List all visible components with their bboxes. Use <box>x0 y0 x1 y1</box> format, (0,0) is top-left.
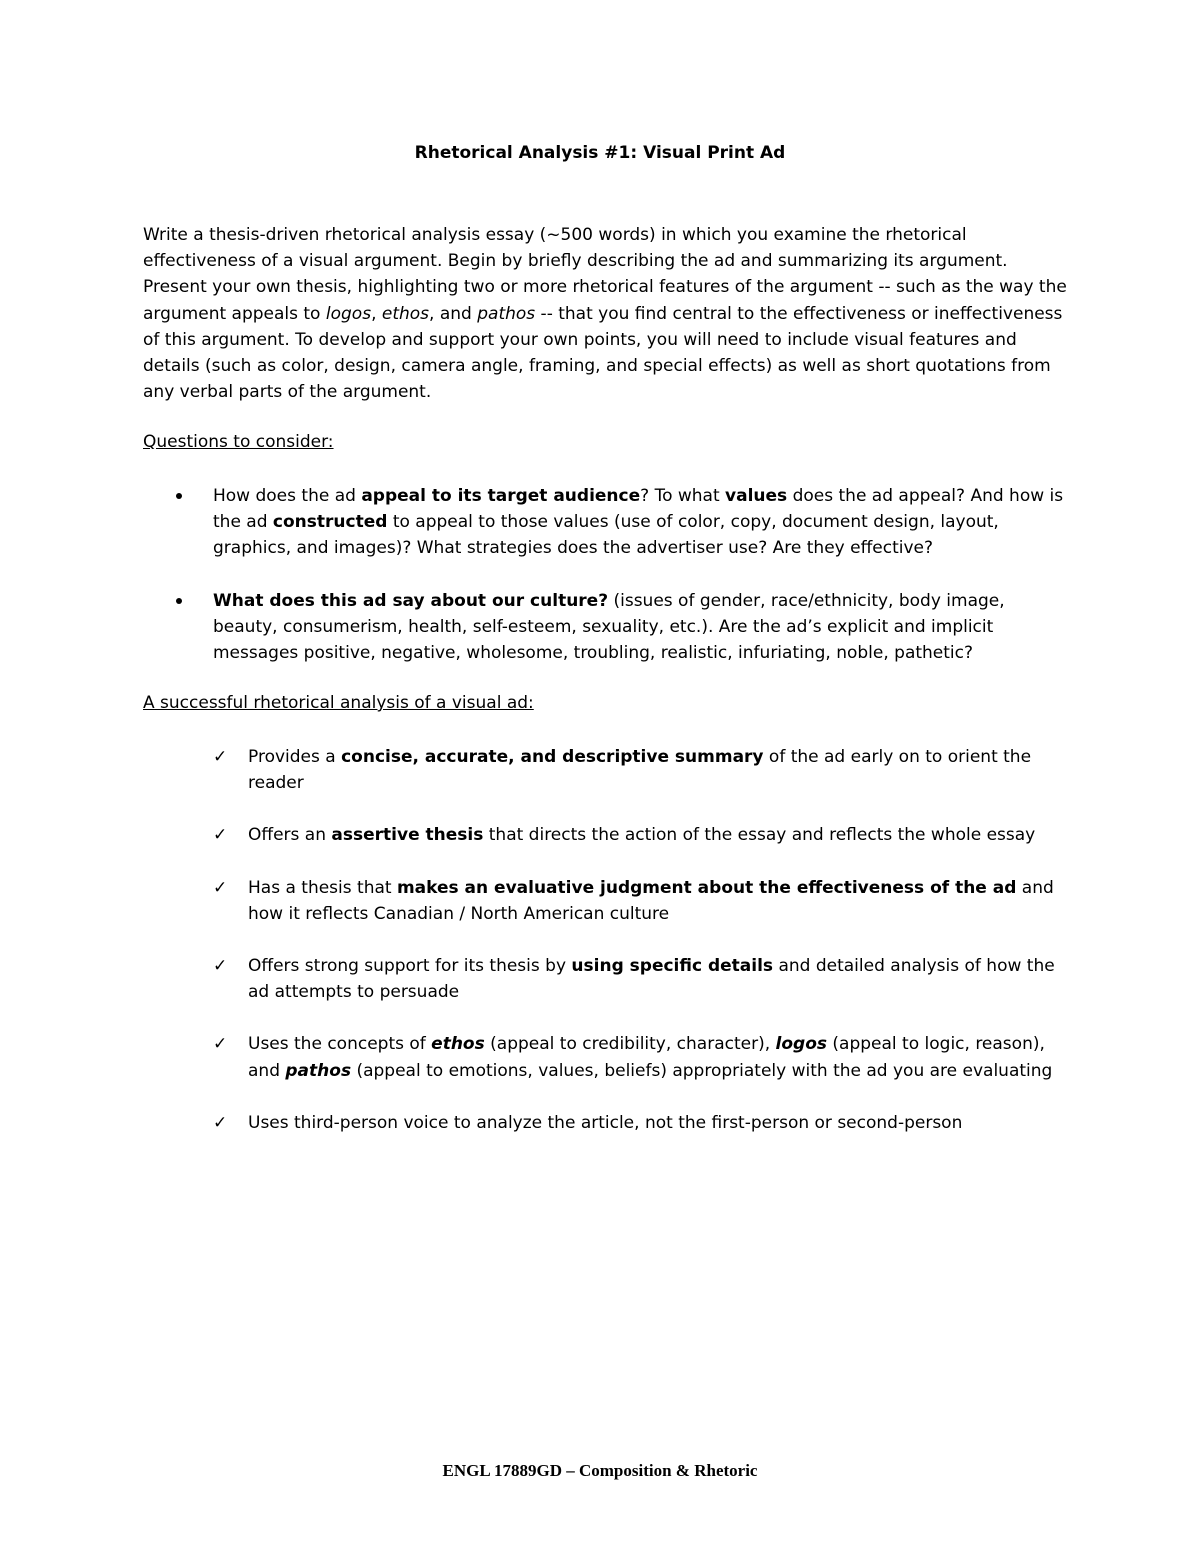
success-heading: A successful rhetorical analysis of a visual ad: <box>143 693 534 713</box>
list-item <box>0 822 1078 848</box>
criteria-text: Uses third-person voice to analyze the article, not the first-person or second-person <box>248 1112 963 1133</box>
list-item <box>0 1031 1078 1083</box>
check-icon: ✓ <box>213 956 228 977</box>
intro-paragraph <box>143 222 1073 405</box>
question-bold: constructed <box>272 512 388 533</box>
criteria-text: Has a thesis that <box>248 877 397 898</box>
check-icon: ✓ <box>213 1034 228 1055</box>
criteria-text: (appeal to emotions, values, beliefs) appropriately with the ad you are evaluating <box>351 1060 1053 1081</box>
question-text: (issues of gender, race/ethnicity, body image, beauty, consumerism, health, self-esteem, sexuality, etc.). Are the ad’s explicit and implicit messages positive, negative, wholesome, troubling, realistic, infuriating, noble, pathetic? <box>213 590 1005 664</box>
criteria-bold: using specific details <box>571 956 774 977</box>
criteria-text: Uses the concepts of <box>248 1034 432 1055</box>
criteria-bold: makes an evaluative judgment about the effectiveness of the ad <box>396 877 1017 898</box>
list-item <box>0 875 1078 927</box>
document-title: Rhetorical Analysis #1: Visual Print Ad <box>414 143 786 163</box>
question-text: to appeal to those values (use of color, copy, document design, layout, graphics, and images)? What strategies does the advertiser use? Are they effective? <box>213 512 999 559</box>
intro-text-2: -- that you find central to the effectiveness or ineffectiveness of this argument. To develop and support your own points, you will need to include visual features and details (such as color, design, camera angle, framing, and special effects) as well as short quotations from any verbal parts of the argument. <box>143 303 1063 403</box>
intro-text-1: Write a thesis-driven rhetorical analysis essay (~500 words) in which you examine the rhetorical effectiveness of a visual argument. Begin by briefly describing the ad and summarizing its argument. Present your own thesis, highlighting two or more rhetorical features of the argument -- such as the way the argument appeals to <box>143 225 1067 324</box>
list-item <box>0 953 1078 1005</box>
criteria-text: Offers an <box>248 825 332 846</box>
intro-logos: logos <box>325 303 372 324</box>
intro-and: , and <box>429 303 478 324</box>
criteria-text: and how it reflects Canadian / North American culture <box>248 877 1054 924</box>
question-text: How does the ad <box>213 486 362 506</box>
list-item <box>0 483 1073 562</box>
criteria-bold-italic: ethos <box>431 1034 485 1055</box>
check-icon: ✓ <box>213 1112 228 1133</box>
criteria-text: Offers strong support for its thesis by <box>248 956 572 977</box>
criteria-bold-italic: pathos <box>285 1060 352 1081</box>
criteria-bold-italic: logos <box>775 1034 828 1055</box>
intro-pathos: pathos <box>477 303 536 324</box>
list-item <box>0 744 1078 796</box>
question-text: does the ad appeal? And how is the ad <box>213 486 1064 533</box>
list-item <box>0 588 1073 667</box>
page-footer: ENGL 17889GD – Composition & Rhetoric <box>442 1461 758 1480</box>
question-bold: appeal to its target audience <box>361 486 641 506</box>
criteria-text: Provides a <box>248 747 342 767</box>
criteria-text: that directs the action of the essay and reflects the whole essay <box>483 825 1036 846</box>
question-bold: values <box>725 486 788 506</box>
bullet-icon <box>176 493 182 499</box>
criteria-bold: assertive thesis <box>331 825 484 846</box>
criteria-text: (appeal to logic, reason), and <box>248 1034 1045 1081</box>
check-icon: ✓ <box>213 747 228 767</box>
check-icon: ✓ <box>213 877 228 898</box>
check-icon: ✓ <box>213 825 228 846</box>
intro-comma: , <box>371 303 382 324</box>
criteria-bold: concise, accurate, and descriptive summary <box>341 747 764 767</box>
question-text: ? To what <box>640 486 726 506</box>
criteria-text: and detailed analysis of how the ad attempts to persuade <box>248 956 1055 1003</box>
criteria-text: of the ad early on to orient the reader <box>248 747 1032 794</box>
list-item <box>0 1110 1078 1136</box>
bullet-icon <box>176 598 182 604</box>
question-bold: What does this ad say about our culture? <box>213 590 609 611</box>
questions-list <box>0 483 1200 692</box>
criteria-text: (appeal to credibility, character), <box>484 1034 776 1055</box>
questions-heading: Questions to consider: <box>143 432 334 452</box>
intro-ethos: ethos <box>381 303 430 324</box>
criteria-list <box>0 744 1200 1162</box>
